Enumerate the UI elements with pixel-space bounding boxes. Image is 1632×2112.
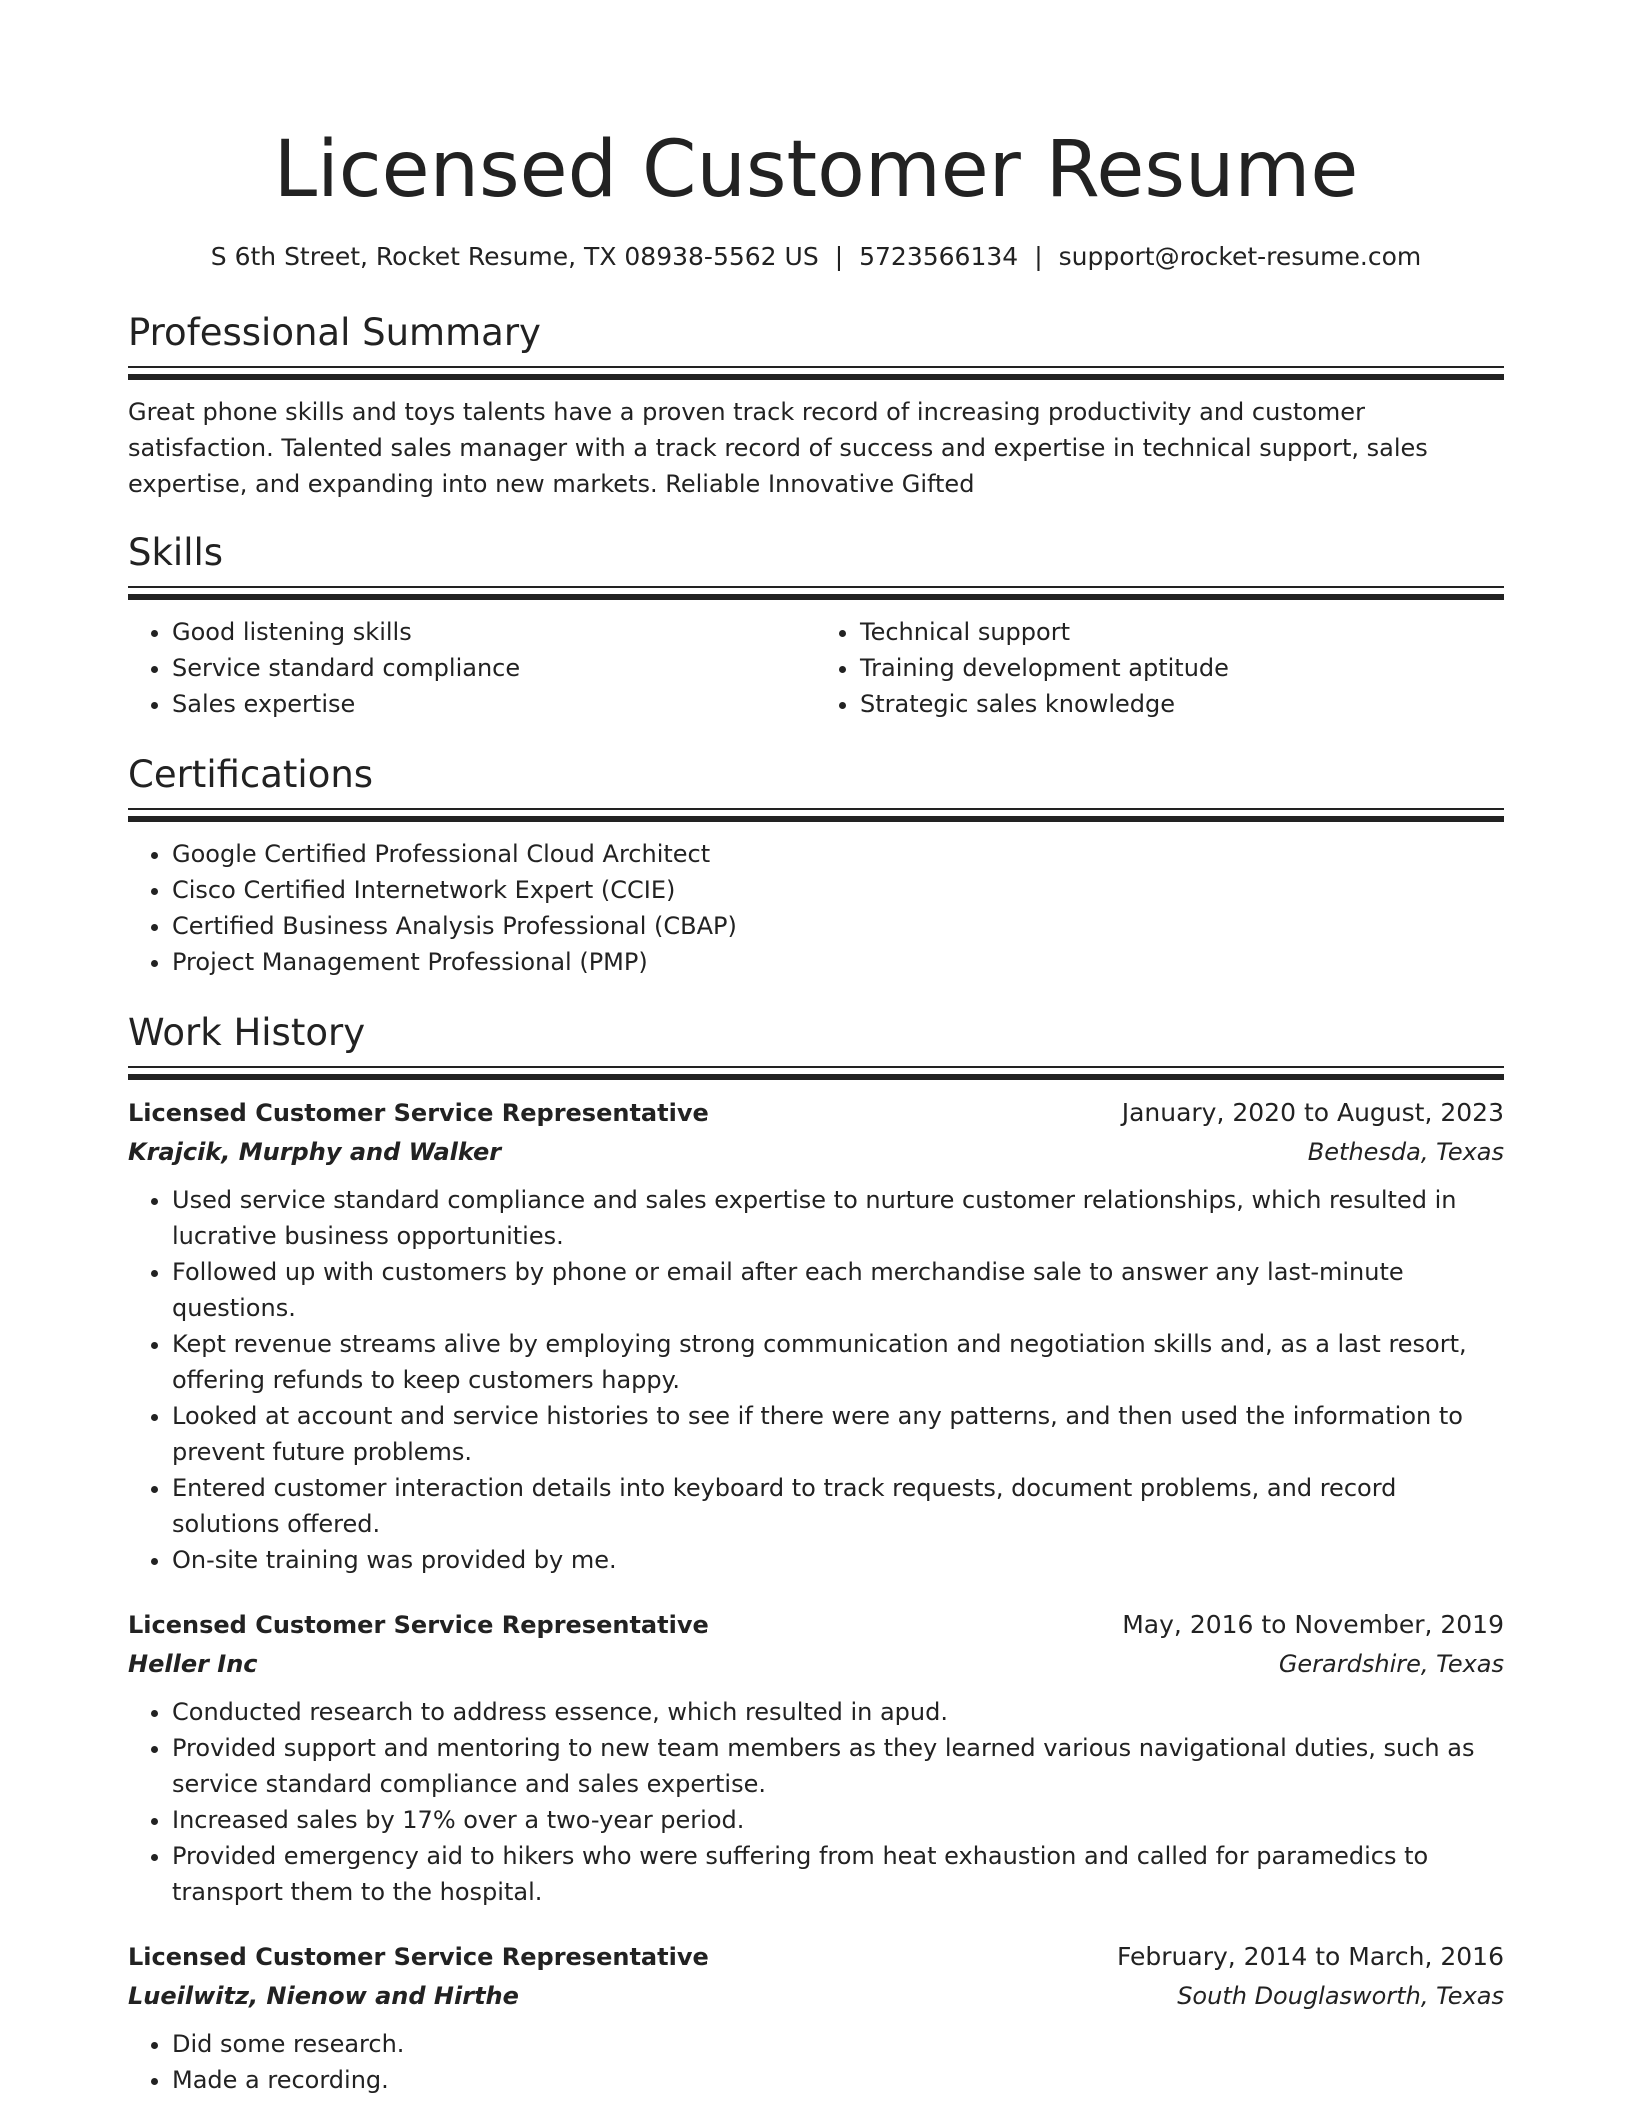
contact-address: S 6th Street, Rocket Resume, TX 08938-5562 US <box>210 242 819 271</box>
contact-email: support@rocket-resume.com <box>1058 242 1422 271</box>
job-header <box>128 1606 1504 1644</box>
job-bullets <box>128 1182 1504 1578</box>
job-bullet: • Used service standard compliance and sales expertise to nurture customer relationships, which resulted in lucrative business opportunities. <box>172 1182 1504 1254</box>
skill-item: • Good listening skills <box>172 614 816 650</box>
job-entry <box>128 1938 1504 2098</box>
job-bullet: • Provided support and mentoring to new team members as they learned various navigational duties, such as service standard compliance and sales expertise. <box>172 1730 1504 1802</box>
job-bullet: • Made a recording. <box>172 2062 1504 2098</box>
skill-item: • Strategic sales knowledge <box>860 686 1504 722</box>
job-entry <box>128 1094 1504 1578</box>
job-location: Bethesda, Texas <box>1307 1138 1504 1166</box>
section-divider <box>128 1066 1504 1068</box>
skill-item: • Sales expertise <box>172 686 816 722</box>
section-divider-thick <box>128 594 1504 600</box>
job-header <box>128 1938 1504 1976</box>
summary-heading: Professional Summary <box>128 311 541 354</box>
job-bullet: • Looked at account and service histories to see if there were any patterns, and then used the information to prevent future problems. <box>172 1398 1504 1470</box>
section-divider <box>128 586 1504 588</box>
contact-phone: 5723566134 <box>859 242 1019 271</box>
contact-separator: | <box>834 242 844 271</box>
section-divider-thick <box>128 816 1504 822</box>
job-location: Gerardshire, Texas <box>1278 1650 1504 1678</box>
certification-item: • Certified Business Analysis Professional (CBAP) <box>172 908 1504 944</box>
job-bullet: • Followed up with customers by phone or email after each merchandise sale to answer any last-minute questions. <box>172 1254 1504 1326</box>
skills-heading: Skills <box>128 531 224 574</box>
job-subheader <box>128 1644 1504 1684</box>
job-title: Licensed Customer Service Representative <box>128 1611 709 1639</box>
job-bullet: • Did some research. <box>172 2026 1504 2062</box>
summary-text: Great phone skills and toys talents have a proven track record of increasing productivity and customer satisfaction. Talented sales manager with a track record of success and expertise in technical support, sales expertise, and expanding into new markets. Reliable Innovative Gifted <box>128 398 1428 498</box>
skill-item: • Service standard compliance <box>172 650 816 686</box>
section-divider-thick <box>128 1074 1504 1080</box>
job-subheader <box>128 1132 1504 1172</box>
job-title: Licensed Customer Service Representative <box>128 1943 709 1971</box>
certification-item: • Cisco Certified Internetwork Expert (CCIE) <box>172 872 1504 908</box>
job-location: South Douglasworth, Texas <box>1177 1982 1504 2010</box>
job-company: Krajcik, Murphy and Walker <box>128 1138 502 1166</box>
contact-separator: | <box>1034 242 1043 271</box>
skills-list-left <box>128 614 816 722</box>
skills-list-right <box>816 614 1504 722</box>
job-bullet: • Provided emergency aid to hikers who were suffering from heat exhaustion and called for paramedics to transport them to the hospital. <box>172 1838 1504 1910</box>
skills-grid <box>128 614 1504 722</box>
job-subheader <box>128 1976 1504 2016</box>
job-dates: January, 2020 to August, 2023 <box>1121 1098 1504 1127</box>
job-dates: February, 2014 to March, 2016 <box>1116 1942 1504 1971</box>
skills-section <box>128 530 1504 722</box>
resume-page <box>128 0 1504 2098</box>
job-entry <box>128 1606 1504 1910</box>
section-divider-thick <box>128 374 1504 380</box>
job-company: Heller Inc <box>128 1650 258 1678</box>
section-divider <box>128 808 1504 810</box>
resume-title: Licensed Customer Resume <box>273 125 1359 215</box>
certifications-heading: Certifications <box>128 753 374 796</box>
job-bullet: • Kept revenue streams alive by employing strong communication and negotiation skills and, as a last resort, offering refunds to keep customers happy. <box>172 1326 1504 1398</box>
job-bullet: • On-site training was provided by me. <box>172 1542 1504 1578</box>
certifications-list <box>128 836 1504 980</box>
skill-item: • Technical support <box>860 614 1504 650</box>
section-divider <box>128 366 1504 368</box>
certification-item: • Google Certified Professional Cloud Architect <box>172 836 1504 872</box>
job-bullet: • Entered customer interaction details into keyboard to track requests, document problems, and record solutions offered. <box>172 1470 1504 1542</box>
job-company: Lueilwitz, Nienow and Hirthe <box>128 1982 519 2010</box>
job-bullets <box>128 2026 1504 2098</box>
certifications-section <box>128 752 1504 980</box>
job-bullet: • Increased sales by 17% over a two-year period. <box>172 1802 1504 1838</box>
job-title: Licensed Customer Service Representative <box>128 1099 709 1127</box>
work-history-section <box>128 1010 1504 2098</box>
job-bullets <box>128 1694 1504 1910</box>
job-dates: May, 2016 to November, 2019 <box>1122 1610 1504 1639</box>
skill-item: • Training development aptitude <box>860 650 1504 686</box>
job-header <box>128 1094 1504 1132</box>
contact-line <box>128 240 1504 274</box>
certification-item: • Project Management Professional (PMP) <box>172 944 1504 980</box>
summary-section <box>128 310 1504 502</box>
work-history-heading: Work History <box>128 1011 366 1054</box>
job-bullet: • Conducted research to address essence, which resulted in apud. <box>172 1694 1504 1730</box>
